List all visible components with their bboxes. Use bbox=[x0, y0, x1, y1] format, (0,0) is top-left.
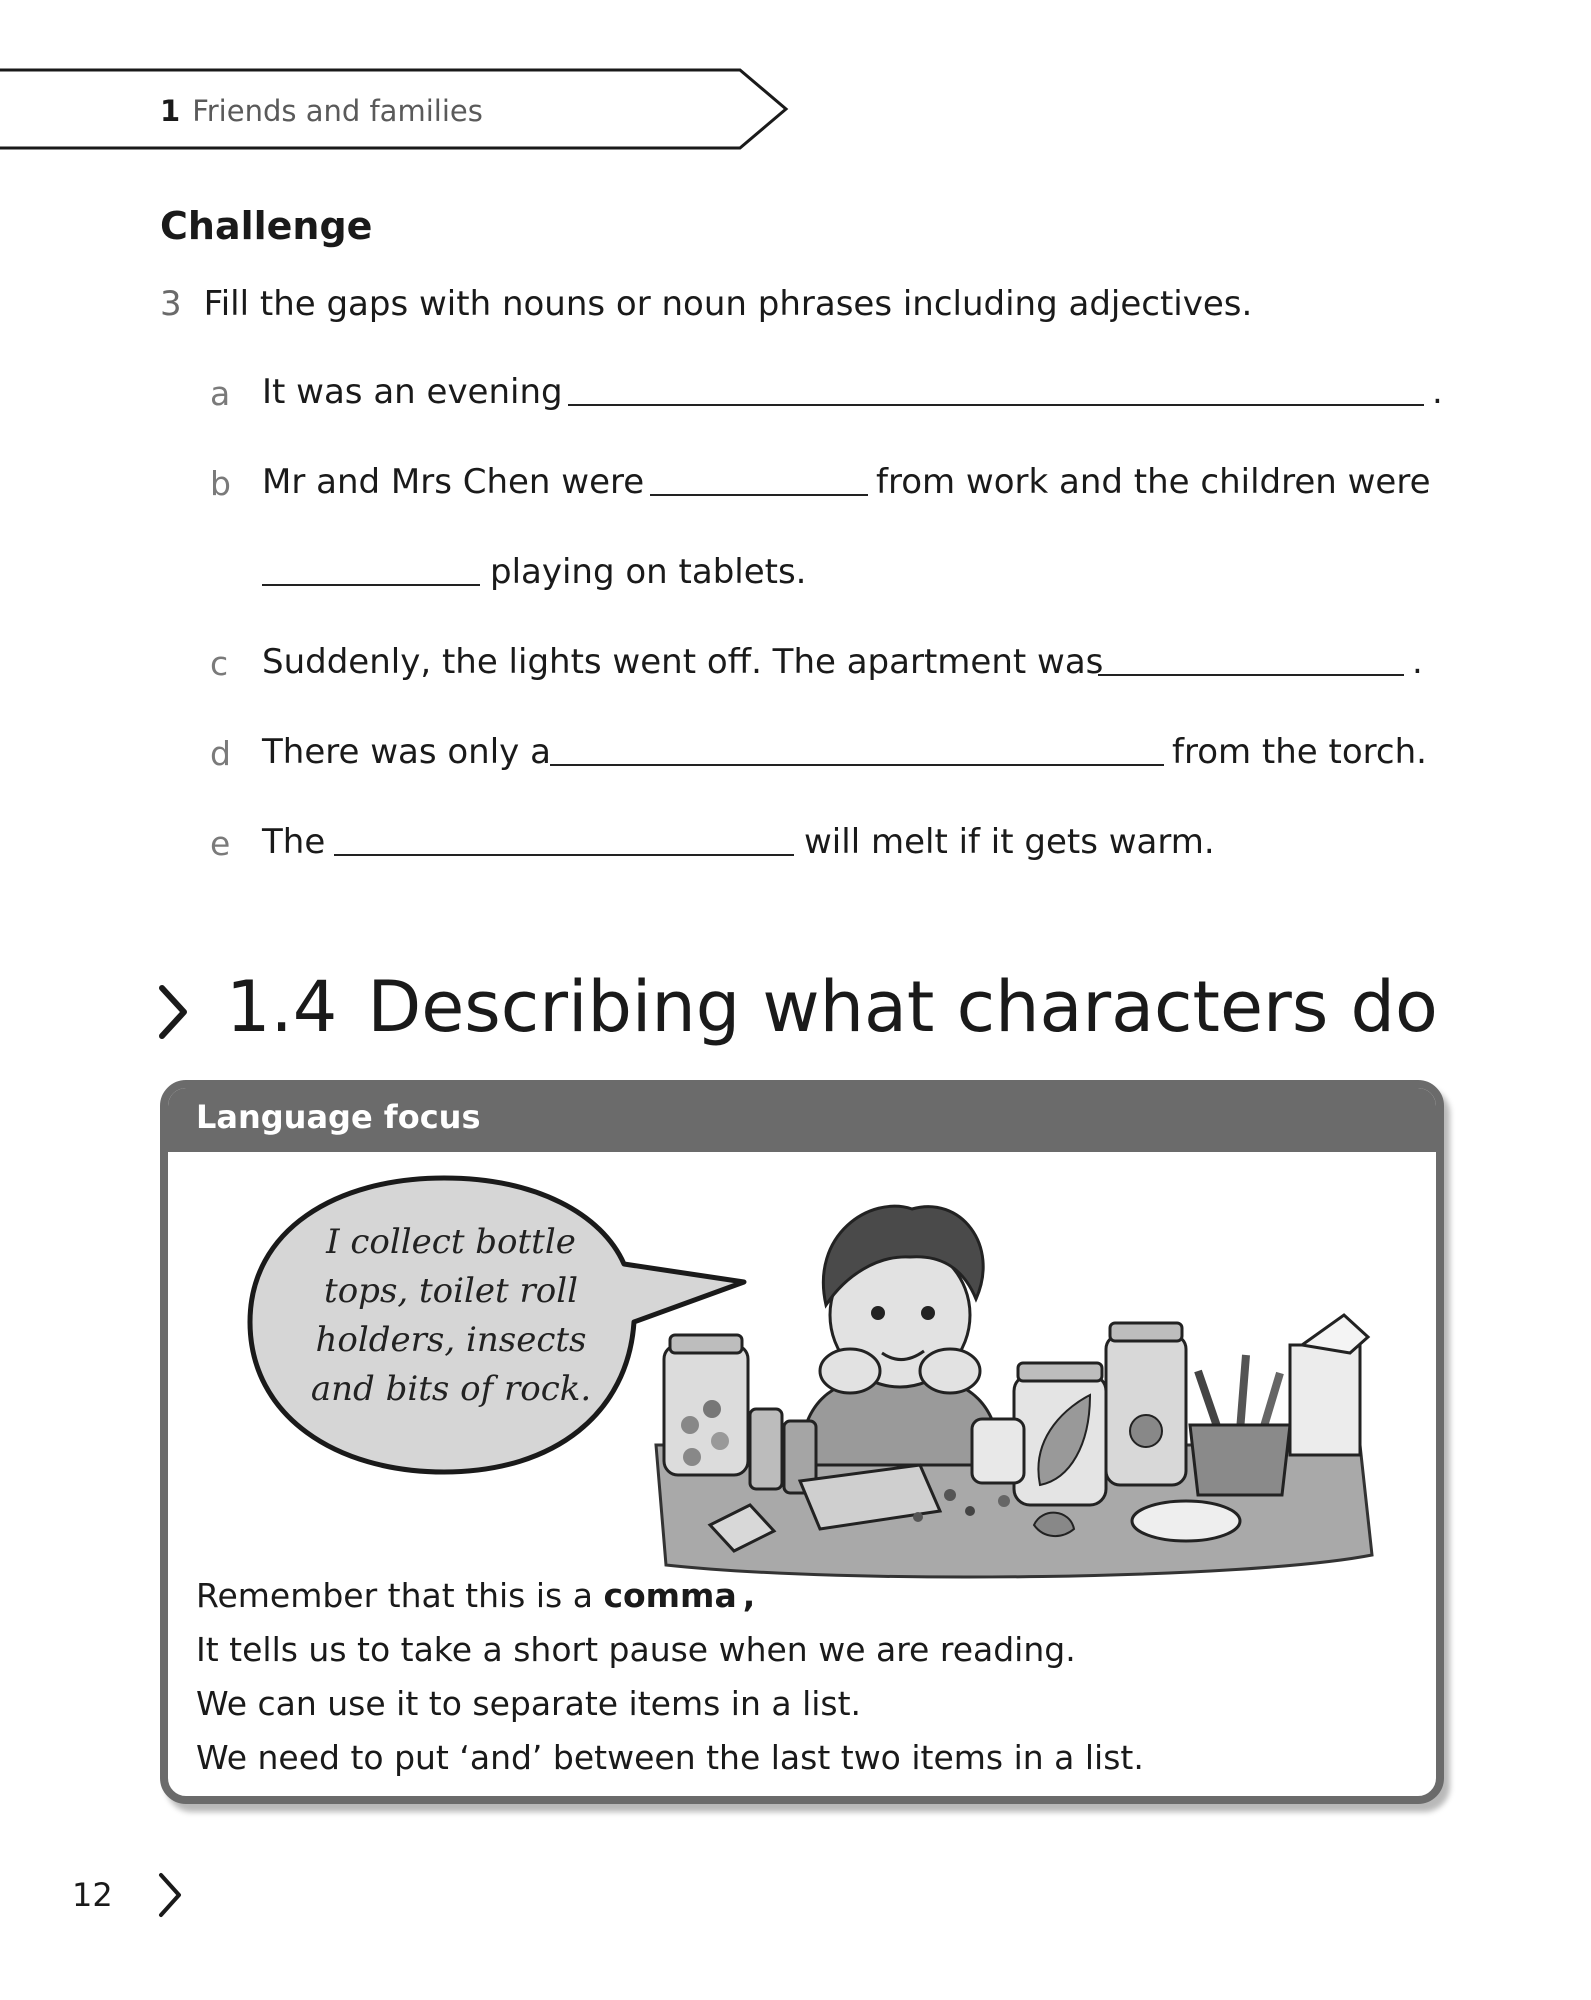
question-number: 3 bbox=[160, 284, 182, 324]
item-letter-e: e bbox=[210, 824, 231, 863]
explanation-line: It tells us to take a short pause when we are reading. bbox=[196, 1630, 1076, 1669]
item-d-text: There was only a bbox=[262, 732, 551, 772]
gap-b2[interactable] bbox=[262, 584, 480, 586]
chapter-number: 1 bbox=[160, 94, 181, 128]
gap-b1[interactable] bbox=[650, 494, 868, 496]
item-letter-b: b bbox=[210, 464, 231, 503]
comma-symbol: , bbox=[742, 1576, 756, 1615]
boy-collection-illustration bbox=[650, 1195, 1380, 1585]
item-d-end: from the torch. bbox=[1172, 732, 1427, 772]
speech-line: and bits of rock. bbox=[310, 1369, 592, 1409]
chevron-right-icon bbox=[156, 984, 190, 1040]
language-focus-title: Language focus bbox=[196, 1098, 481, 1136]
item-b-text: Mr and Mrs Chen were bbox=[262, 462, 645, 502]
speech-text bbox=[286, 1218, 616, 1414]
item-letter-a: a bbox=[210, 374, 231, 413]
speech-line: tops, toilet roll bbox=[324, 1271, 578, 1311]
chevron-right-icon bbox=[156, 1872, 184, 1918]
chapter-label bbox=[160, 94, 483, 128]
speech-line: holders, insects bbox=[315, 1320, 587, 1360]
item-c-end: . bbox=[1412, 642, 1423, 682]
question-instruction bbox=[160, 284, 1252, 324]
page-number: 12 bbox=[72, 1876, 113, 1914]
item-letter-c: c bbox=[210, 644, 229, 683]
language-focus-header bbox=[168, 1088, 1436, 1152]
gap-c[interactable] bbox=[1098, 674, 1404, 676]
item-e-text: The bbox=[262, 822, 326, 862]
item-b-middle: from work and the children were bbox=[876, 462, 1431, 502]
speech-line: I collect bottle bbox=[326, 1222, 576, 1262]
gap-d[interactable] bbox=[550, 764, 1164, 766]
gap-a[interactable] bbox=[568, 404, 1424, 406]
comma-word: comma bbox=[603, 1576, 737, 1615]
section-title-text: Describing what characters do bbox=[367, 966, 1438, 1048]
explanation-line: We need to put ‘and’ between the last two items in a list. bbox=[196, 1738, 1144, 1777]
item-b-end: playing on tablets. bbox=[490, 552, 807, 592]
section-title bbox=[226, 966, 1438, 1048]
item-e-end: will melt if it gets warm. bbox=[804, 822, 1215, 862]
item-a-end: . bbox=[1432, 372, 1443, 412]
item-c-text: Suddenly, the lights went off. The apartment was bbox=[262, 642, 1104, 682]
instruction-text: Fill the gaps with nouns or noun phrases including adjectives. bbox=[203, 284, 1253, 324]
comma-reminder-line bbox=[196, 1576, 755, 1615]
chapter-title: Friends and families bbox=[192, 94, 483, 128]
item-a-text: It was an evening bbox=[262, 372, 563, 412]
section-number: 1.4 bbox=[226, 966, 338, 1048]
gap-e[interactable] bbox=[334, 854, 794, 856]
explanation-line: We can use it to separate items in a list. bbox=[196, 1684, 862, 1723]
challenge-heading: Challenge bbox=[160, 204, 373, 248]
item-letter-d: d bbox=[210, 734, 231, 773]
comma-line-prefix: Remember that this is a bbox=[196, 1576, 604, 1615]
